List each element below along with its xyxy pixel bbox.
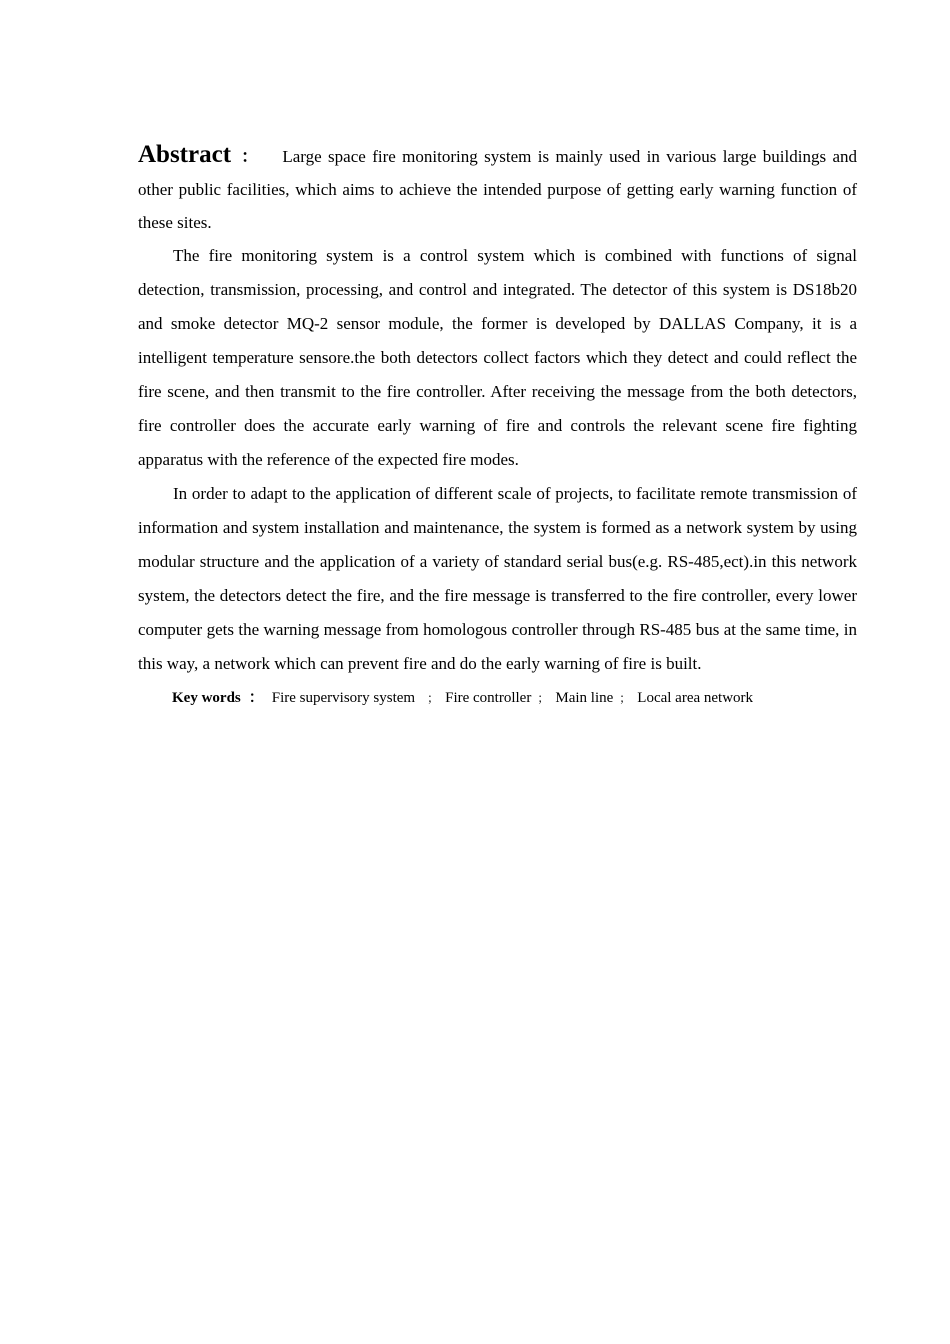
abstract-heading: Abstract bbox=[138, 141, 232, 168]
keyword-item: Fire supervisory system bbox=[271, 690, 416, 706]
keywords-line bbox=[138, 681, 857, 715]
abstract-paragraph: In order to adapt to the application of different scale of projects, to facilitate remote transmission of information and system installation and maintenance, the system is formed as a network system by using modular structure and the application of a variety of standard serial bus(e.g. RS-485,ect).in this network system, the detectors detect the fire, and the fire message is transferred to the fire controller, every lower computer gets the warning message from homologous controller through RS-485 bus at the same time, in this way, a network which can prevent fire and do the early warning of fire is built. bbox=[138, 484, 857, 673]
keyword-item: Local area network bbox=[637, 690, 754, 706]
abstract-heading-colon: ： bbox=[239, 147, 261, 166]
keyword-separator: ； bbox=[537, 691, 550, 705]
abstract-intro-text: Large space fire monitoring system is mainly used in various large buildings and other public facilities, which aims to achieve the intended purpose of getting early warning function of these sites. bbox=[138, 147, 857, 232]
abstract-intro-paragraph bbox=[138, 138, 857, 239]
keyword-item: Fire controller bbox=[445, 690, 532, 706]
keyword-separator: ； bbox=[619, 691, 632, 705]
keywords-colon: ： bbox=[248, 690, 264, 706]
abstract-section bbox=[138, 138, 857, 715]
keyword-item: Main line bbox=[555, 690, 614, 706]
keyword-separator: ； bbox=[427, 691, 440, 705]
keywords-label: Key words bbox=[172, 690, 241, 706]
abstract-paragraph: The fire monitoring system is a control system which is combined with functions of signal detection, transmission, processing, and control and integrated. The detector of this system is DS18b20 and smoke detector MQ-2 sensor module, the former is developed by DALLAS Company, it is a intelligent temperature sensore.the both detectors collect factors which they detect and could reflect the fire scene, and then transmit to the fire controller. After receiving the message from the both detectors, fire controller does the accurate early warning of fire and controls the relevant scene fire fighting apparatus with the reference of the expected fire modes. bbox=[138, 246, 857, 469]
